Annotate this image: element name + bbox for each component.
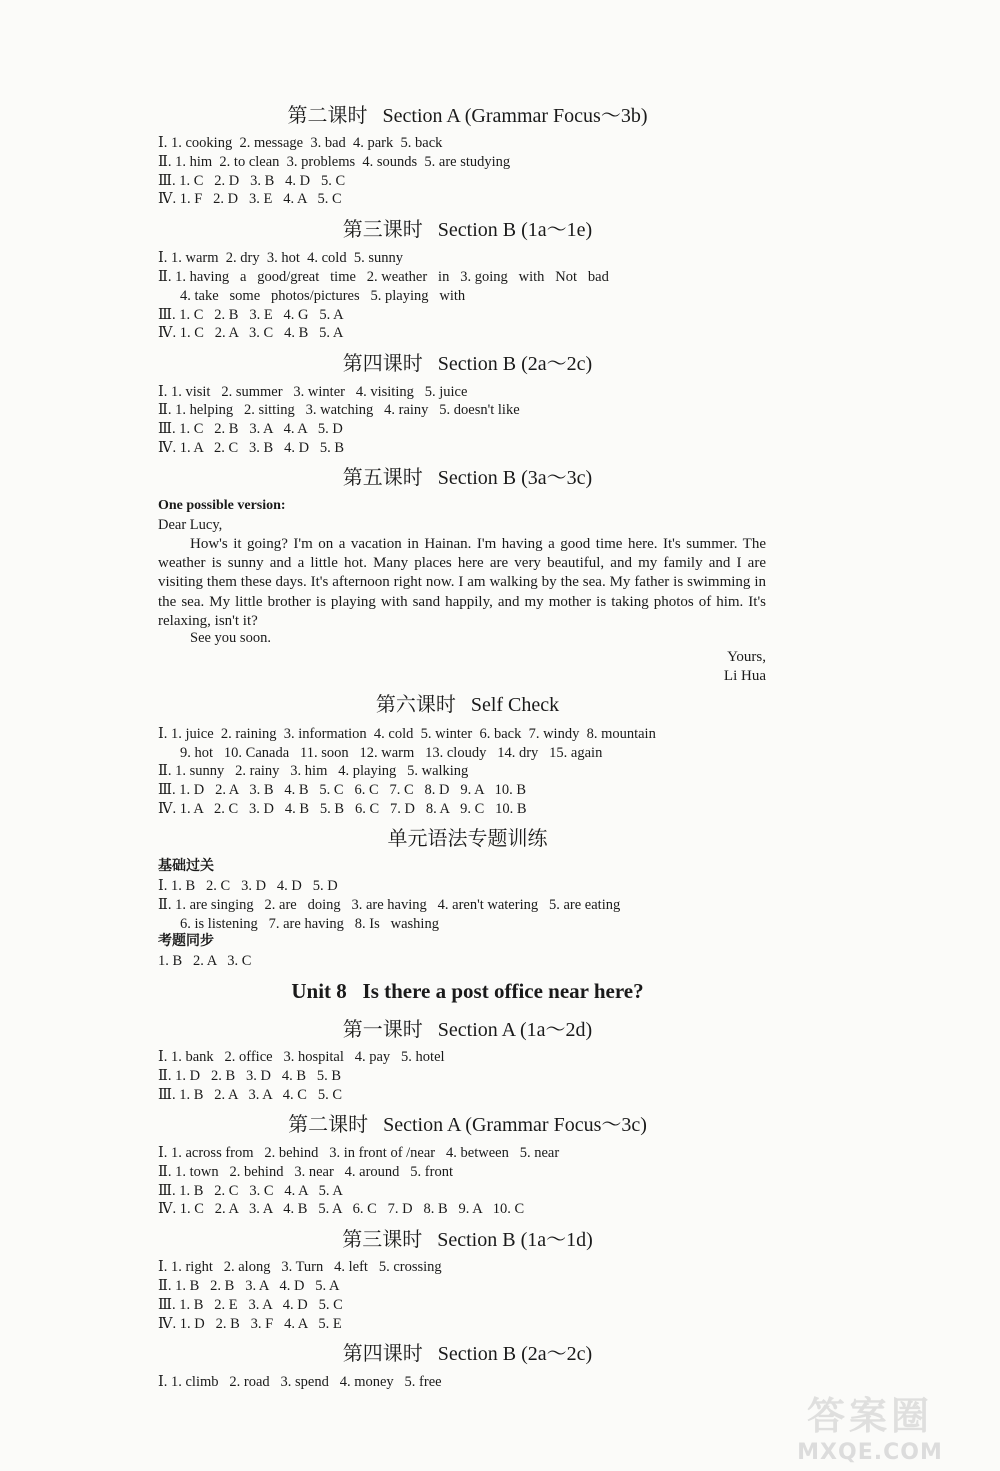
- answer-line: Ⅲ. 1. C 2. B 3. A 4. A 5. D: [158, 421, 343, 437]
- watermark-logo: [780, 1385, 960, 1465]
- answer-line: Ⅲ. 1. C 2. D 3. B 4. D 5. C: [158, 173, 346, 189]
- letter-body: How's it going? I'm on a vacation in Hainan. I'm having a good time here. It's summer. The weather is sunny and a little hot. Many places here are very beautiful, and my family and I are visiting them these days. It's afternoon right now. I am walking by the sea. My father is swimming in the sea. My little brother is playing with sand happily, and my mother is taking photos of him. It's relaxing, isn't it?: [158, 536, 766, 629]
- answer-line: Ⅲ. 1. B 2. A 3. A 4. C 5. C: [158, 1087, 342, 1103]
- answer-line: Ⅲ. 1. B 2. C 3. C 4. A 5. A: [158, 1183, 343, 1199]
- answer-line: 9. hot 10. Canada 11. soon 12. warm 13. cloudy 14. dry 15. again: [180, 745, 603, 761]
- answer-line: Ⅲ. 1. B 2. E 3. A 4. D 5. C: [158, 1297, 343, 1313]
- answer-line: Ⅰ. 1. warm 2. dry 3. hot 4. cold 5. sunny: [158, 250, 403, 266]
- answer-line: Ⅱ. 1. town 2. behind 3. near 4. around 5. front: [158, 1164, 453, 1180]
- section-heading: 第三课时 Section B (1a～1d): [342, 1229, 593, 1251]
- section-heading: 第二课时 Section A (Grammar Focus～3c): [288, 1114, 647, 1136]
- answer-line: Ⅱ. 1. him 2. to clean 3. problems 4. sounds 5. are studying: [158, 154, 511, 170]
- section-heading: 第一课时 Section A (1a～2d): [342, 1019, 593, 1041]
- answer-line: Ⅲ. 1. C 2. B 3. E 4. G 5. A: [158, 307, 344, 323]
- answer-line: 4. take some photos/pictures 5. playing with: [180, 288, 466, 304]
- section-heading: 单元语法专题训练: [387, 828, 548, 850]
- answer-line: Ⅰ. 1. visit 2. summer 3. winter 4. visiting 5. juice: [158, 384, 468, 400]
- answer-line: Ⅳ. 1. D 2. B 3. F 4. A 5. E: [158, 1316, 342, 1332]
- section-heading: 第二课时 Section A (Grammar Focus～3b): [287, 105, 648, 127]
- answer-line: Ⅰ. 1. B 2. C 3. D 4. D 5. D: [158, 878, 338, 894]
- watermark-url: MXQE.COM: [797, 1440, 943, 1465]
- unit-title: Unit 8 Is there a post office near here?: [291, 979, 644, 1003]
- answer-line: Ⅱ. 1. B 2. B 3. A 4. D 5. A: [158, 1278, 340, 1294]
- answer-line: Ⅰ. 1. climb 2. road 3. spend 4. money 5. free: [158, 1374, 442, 1390]
- subsection-label: 基础过关: [158, 859, 214, 874]
- subsection-label: 考题同步: [158, 934, 214, 949]
- section-heading: 第三课时 Section B (1a～1e): [342, 219, 593, 241]
- answer-line: Ⅰ. 1. bank 2. office 3. hospital 4. pay 5. hotel: [158, 1049, 445, 1065]
- answer-line: Ⅰ. 1. juice 2. raining 3. information 4. cold 5. winter 6. back 7. windy 8. mountain: [158, 726, 656, 742]
- answer-line: Ⅱ. 1. D 2. B 3. D 4. B 5. B: [158, 1068, 342, 1084]
- letter-greeting: Dear Lucy,: [158, 517, 223, 533]
- version-label: One possible version:: [158, 498, 286, 513]
- answer-line: Ⅳ. 1. C 2. A 3. A 4. B 5. A 6. C 7. D 8. B 9. A 10. C: [158, 1201, 525, 1217]
- section-heading: 第四课时 Section B (2a～2c): [342, 1343, 593, 1365]
- answer-line: 1. B 2. A 3. C: [158, 953, 252, 969]
- answer-line: Ⅲ. 1. D 2. A 3. B 4. B 5. C 6. C 7. C 8. D 9. A 10. B: [158, 782, 527, 798]
- answer-line: Ⅰ. 1. across from 2. behind 3. in front of /near 4. between 5. near: [158, 1145, 560, 1161]
- letter-yours: Yours,: [727, 649, 766, 665]
- answer-line: Ⅱ. 1. having a good/great time 2. weather in 3. going with Not bad: [158, 269, 609, 285]
- letter-close: See you soon.: [190, 630, 271, 646]
- watermark-text: 答案圈: [806, 1394, 933, 1438]
- section-heading: 第四课时 Section B (2a～2c): [342, 353, 593, 375]
- answer-line: Ⅱ. 1. helping 2. sitting 3. watching 4. rainy 5. doesn't like: [158, 402, 520, 418]
- section-heading: 第六课时 Self Check: [375, 694, 560, 716]
- answer-line: Ⅱ. 1. are singing 2. are doing 3. are having 4. aren't watering 5. are eating: [158, 897, 621, 913]
- answer-line: Ⅳ. 1. F 2. D 3. E 4. A 5. C: [158, 191, 342, 207]
- section-heading: 第五课时 Section B (3a～3c): [342, 467, 593, 489]
- letter-signature: Li Hua: [723, 668, 766, 684]
- answer-line: Ⅱ. 1. sunny 2. rainy 3. him 4. playing 5. walking: [158, 763, 469, 779]
- answer-line: 6. is listening 7. are having 8. Is washing: [180, 916, 439, 932]
- answer-line: Ⅳ. 1. C 2. A 3. C 4. B 5. A: [158, 325, 344, 341]
- answer-line: Ⅳ. 1. A 2. C 3. B 4. D 5. B: [158, 440, 345, 456]
- answer-line: Ⅰ. 1. right 2. along 3. Turn 4. left 5. crossing: [158, 1259, 442, 1275]
- answer-line: Ⅳ. 1. A 2. C 3. D 4. B 5. B 6. C 7. D 8. A 9. C 10. B: [158, 801, 527, 817]
- answer-line: Ⅰ. 1. cooking 2. message 3. bad 4. park 5. back: [158, 135, 443, 151]
